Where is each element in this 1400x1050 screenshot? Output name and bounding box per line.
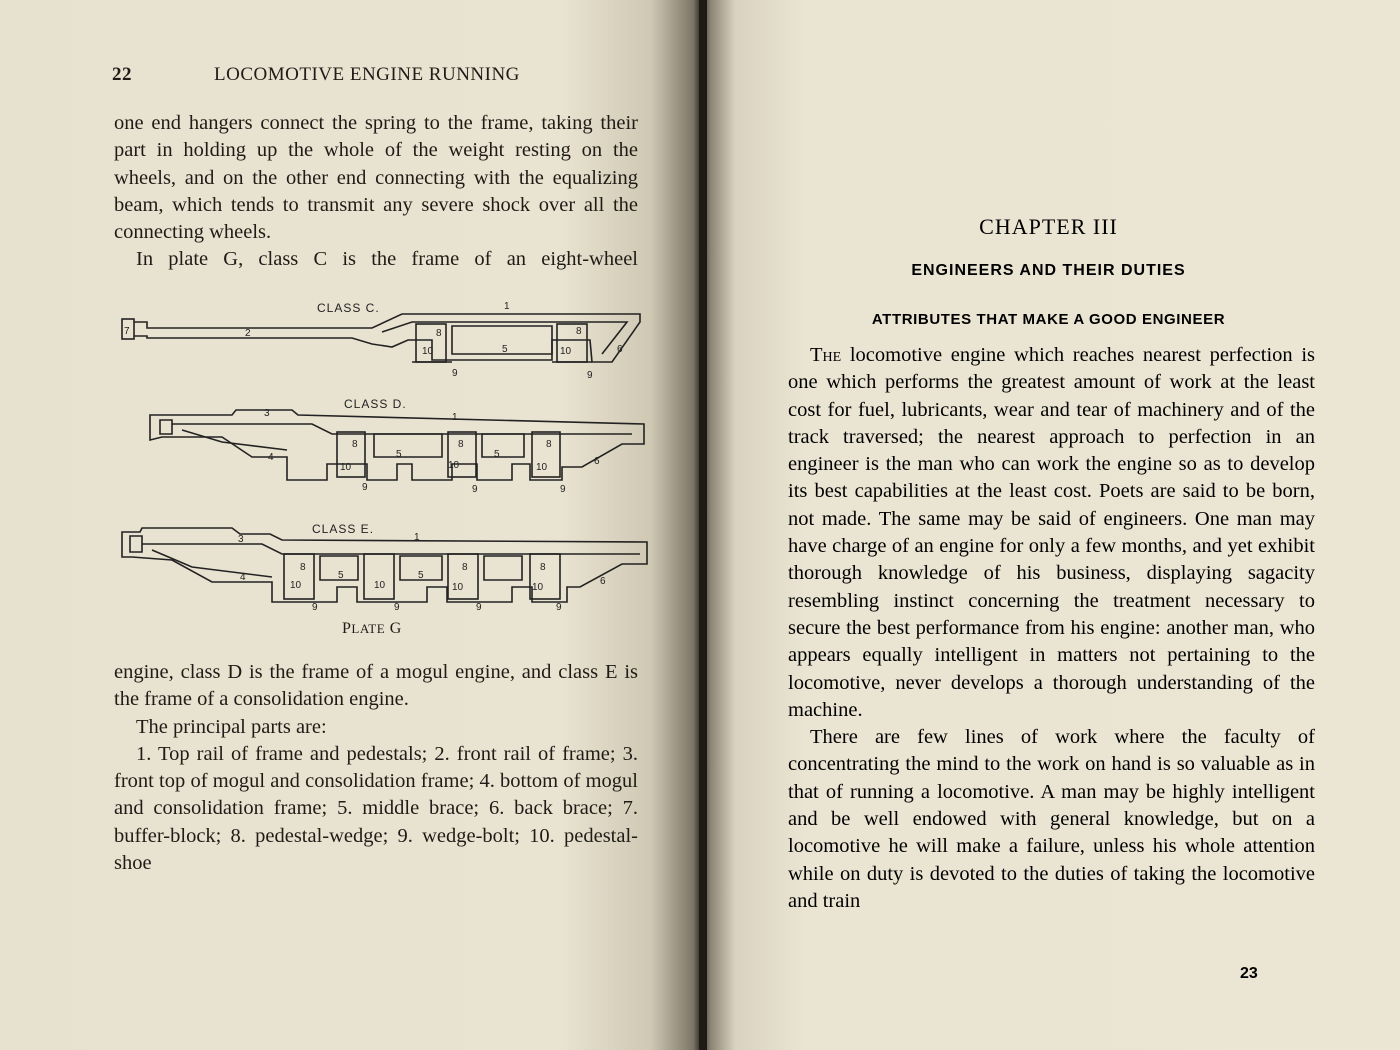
part-label-9: 9: [472, 484, 478, 495]
class-d-frame: [150, 410, 644, 480]
part-label-9: 9: [312, 602, 318, 613]
right-text: [788, 342, 1315, 915]
part-label-8: 8: [458, 439, 464, 450]
part-label-9: 9: [452, 368, 458, 379]
part-label-10: 10: [532, 582, 544, 593]
class-d-label: CLASS D.: [344, 397, 407, 411]
plate-caption: PLATE G: [342, 620, 402, 637]
part-label-8: 8: [300, 562, 306, 573]
part-label-10: 10: [536, 462, 548, 473]
part-label-5: 5: [418, 570, 424, 581]
chapter-title: ENGINEERS AND THEIR DUTIES: [911, 262, 1186, 279]
part-label-9: 9: [556, 602, 562, 613]
part-label-4: 4: [240, 572, 246, 583]
page-number: 23: [1240, 965, 1258, 982]
first-word: The: [810, 344, 842, 366]
running-head-title: LOCOMOTIVE ENGINE RUNNING: [214, 64, 520, 85]
chapter-heading: CHAPTER III: [979, 214, 1118, 239]
part-label-5: 5: [338, 570, 344, 581]
paragraph: one end hangers connect the spring to the frame, taking their part in holding up the whole of the weight resting on the wheels, and on the other end connecting with the equalizing beam, which tends to transmit any severe shock over all the connecting wheels.: [114, 112, 638, 244]
part-label-10: 10: [452, 582, 464, 593]
left-text-top: [114, 110, 638, 274]
part-label-10: 10: [560, 346, 572, 357]
class-e-label: CLASS E.: [312, 522, 375, 536]
part-label-6: 6: [594, 456, 600, 467]
part-label-10: 10: [422, 346, 434, 357]
part-label-1: 1: [504, 301, 510, 312]
paragraph: In plate G, class C is the frame of an eight-wheel: [136, 248, 638, 271]
part-label-9: 9: [476, 602, 482, 613]
part-label-10: 10: [290, 580, 302, 591]
plate-g-figure: [112, 292, 652, 642]
part-label-9: 9: [394, 602, 400, 613]
paragraph: There are few lines of work where the faculty of concentrating the mind to the work on hand is so valuable as in that of running a locomotive. A man may be highly intelligent and be well endowed with general knowledge, but on a locomotive he will make a failure, unless his whole attention while on duty is devoted to the duties of taking the locomotive and train: [788, 726, 1315, 912]
part-label-8: 8: [576, 326, 582, 337]
paragraph: engine, class D is the frame of a mogul engine, and class E is the frame of a consolidation engine.: [114, 661, 638, 711]
part-label-8: 8: [540, 562, 546, 573]
part-label-8: 8: [436, 328, 442, 339]
part-label-8: 8: [352, 439, 358, 450]
part-label-8: 8: [546, 439, 552, 450]
book-gutter: [699, 0, 707, 1050]
principal-parts-intro: The principal parts are:: [136, 715, 327, 738]
part-label-6: 6: [600, 576, 606, 587]
part-label-5: 5: [494, 449, 500, 460]
part-label-3: 3: [238, 534, 244, 545]
part-label-9: 9: [362, 482, 368, 493]
class-c-label: CLASS C.: [317, 301, 380, 315]
part-label-5: 5: [502, 344, 508, 355]
frame-drawings: [112, 292, 652, 622]
part-label-9: 9: [560, 484, 566, 495]
part-label-8: 8: [462, 562, 468, 573]
part-label-3: 3: [264, 408, 270, 419]
page-number: 22: [112, 64, 132, 85]
section-title: ATTRIBUTES THAT MAKE A GOOD ENGINEER: [871, 311, 1226, 328]
part-label-10: 10: [374, 580, 386, 591]
part-label-9: 9: [587, 370, 593, 381]
parts-list: 1. Top rail of frame and pedestals; 2. front rail of frame; 3. front top of mogul and consolidation frame; 4. bottom of mogul and consolidation frame; 5. middle brace; 6. back brace; 7. buffer-block; 8. pedestal-wedge; 9. wedge-bolt; 10. pedestal-shoe: [114, 742, 638, 875]
part-label-10: 10: [340, 462, 352, 473]
part-label-6: 6: [617, 344, 623, 355]
part-label-7: 7: [124, 326, 130, 337]
part-label-1: 1: [452, 412, 458, 423]
part-label-2: 2: [245, 328, 251, 339]
part-label-10: 10: [448, 460, 460, 471]
part-label-5: 5: [396, 449, 402, 460]
paragraph: The locomotive engine which reaches nearest perfection is one which performs the greatest amount of work at the least cost for fuel, lubricants, wear and tear of machinery and of the track traversed; the nearest approach to perfection in an engineer is the man who can work the engine so as to develop its best capabilities at the least cost. Poets are said to be born, not made. The same may be said of engineers. One man may have charge of an engine for only a few months, and yet exhibit thorough knowledge of his business, displaying sagacity resembling instinct concerning the treatment necessary to secure the best performance from his engine: another man, who appears equally intelligent in matters not pertaining to the locomotive, never develops a thorough understanding of the machine.: [788, 344, 1315, 721]
left-text-bottom: [114, 659, 638, 877]
part-label-1: 1: [414, 532, 420, 543]
part-label-4: 4: [268, 452, 274, 463]
